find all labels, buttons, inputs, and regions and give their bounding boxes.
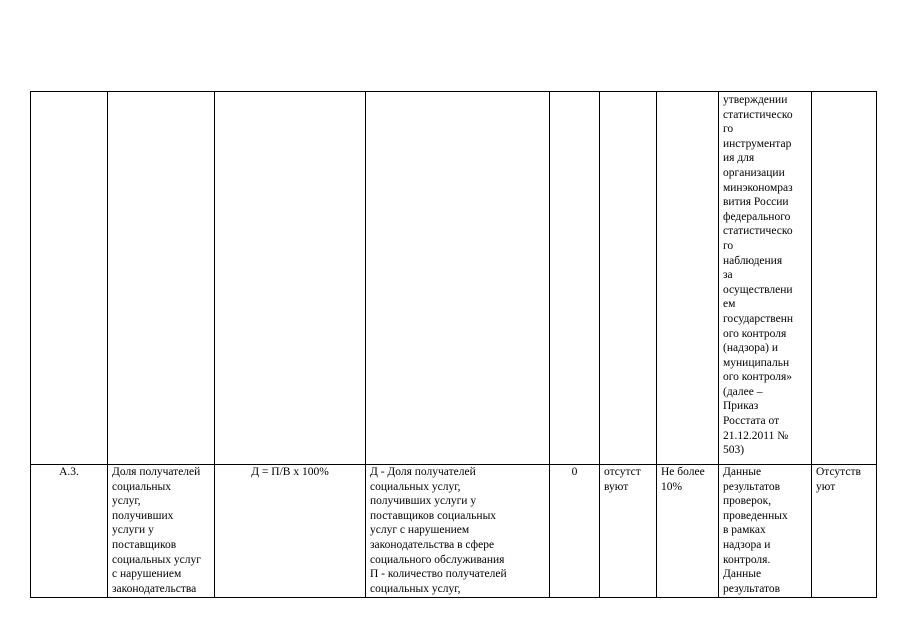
cell-note <box>812 92 877 465</box>
cell-number: А.3. <box>31 465 108 598</box>
cell-source: Данные результатов проверок, проведенных в рамках надзора и контроля. Данные результатов <box>719 465 812 598</box>
cell-indicator <box>108 92 215 465</box>
cell-source: утверждении статистическо го инструментар ия для организации минэкономраз вития России федерального статистическо го наблюдения за осуществлени ем государственн ого контроля (надзора) и муниципальн ого контроля» (далее – Приказ Росстата от 21.12.2011 № 503) <box>719 92 812 465</box>
cell-description: Д - Доля получателей социальных услуг, получивших услуги у поставщиков социальных услуг с нарушением законодательства в сфере социального обслуживания П - количество получателей социальных услуг, <box>366 465 550 598</box>
table-row <box>31 465 877 598</box>
cell-formula: Д = П/В х 100% <box>215 465 366 598</box>
cell-note: Отсутств уют <box>812 465 877 598</box>
cell-base-value: 0 <box>550 465 600 598</box>
cell-current-value: отсутст вуют <box>600 465 657 598</box>
cell-current-value <box>600 92 657 465</box>
cell-indicator: Доля получателей социальных услуг, получивших услуги у поставщиков социальных услуг с нарушением законодательства <box>108 465 215 598</box>
cell-target-value: Не более 10% <box>657 465 719 598</box>
cell-description <box>366 92 550 465</box>
table-row <box>31 92 877 465</box>
cell-target-value <box>657 92 719 465</box>
cell-formula <box>215 92 366 465</box>
cell-base-value <box>550 92 600 465</box>
indicators-table <box>30 91 877 598</box>
cell-number <box>31 92 108 465</box>
